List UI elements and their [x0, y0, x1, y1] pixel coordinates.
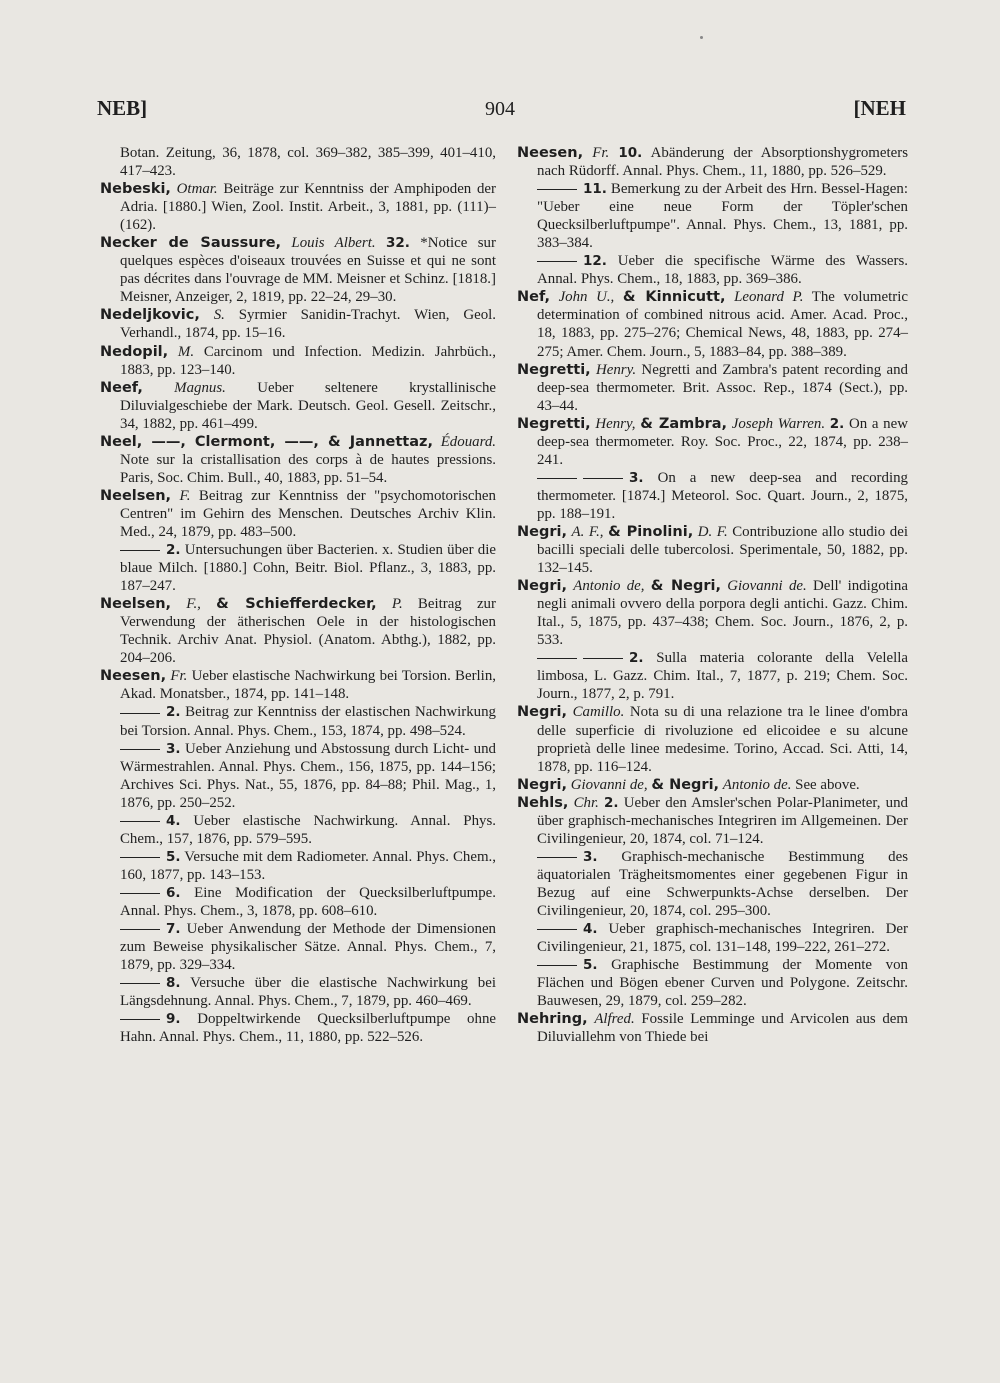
entry-text: Ueber seltenere krystallinische Diluvialgeschiebe der Mark. Deutsch. Geol. Gesell. Zeitschr., 34, 1882, pp. 461–499. — [120, 379, 496, 432]
bibliography-entry — [517, 523, 908, 577]
author-given-name: Chr. — [573, 794, 599, 811]
entry-text: Sulla materia colorante della Velella limbosa, L. Gazz. Chim. Ital., 7, 1877, p. 219; Chem. Soc. Journ., 1877, 2, p. 791. — [537, 650, 908, 703]
bibliography-entry — [517, 361, 908, 415]
entry-text: Untersuchungen über Bacterien. x. Studien über die blaue Milch. [1880.] Cohn, Beitr. Biol. Pflanz., 3, 1883, pp. 187–247. — [120, 542, 496, 595]
bibliography-entry — [517, 252, 908, 288]
author-name: Neelsen, — [100, 596, 172, 613]
coauthor-given-name: Giovanni de. — [727, 578, 807, 595]
ditto-dash — [537, 857, 577, 858]
entry-text: The volumetric determination of combined nitrous acid. Amer. Acad. Proc., 18, 1883, pp. 275–276; Chemical News, 48, 1883, pp. 274–275; Amer. Chem. Journ., 5, 1883–84, pp. 388–389. — [537, 289, 908, 360]
paper-speck — [700, 36, 703, 39]
right-column — [517, 144, 908, 1046]
entry-number: 5. — [166, 848, 181, 865]
author-given-name: F. — [179, 487, 191, 504]
ditto-dash — [537, 658, 577, 659]
bibliography-entry — [517, 144, 908, 180]
author-given-name: Alfred. — [594, 1011, 635, 1028]
ditto-dash — [537, 261, 577, 262]
author-name: Nehls, — [517, 794, 569, 811]
entry-number: 7. — [166, 921, 181, 938]
bibliography-entry — [100, 144, 496, 180]
author-name: Negretti, — [517, 415, 591, 432]
author-name: Nehring, — [517, 1011, 588, 1028]
entry-number: 12. — [583, 253, 607, 270]
bibliography-entry — [100, 974, 496, 1010]
coauthor-name: & Negri, — [651, 776, 720, 793]
author-name: Nef, — [517, 289, 550, 306]
entry-text: Botan. Zeitung, 36, 1878, col. 369–382, 385–399, 401–410, 417–423. — [120, 145, 496, 180]
entry-number: 11. — [583, 181, 607, 198]
bibliography-entry — [517, 1010, 908, 1046]
author-given-name: John U., — [558, 289, 615, 306]
bibliography-entry — [100, 703, 496, 739]
bibliography-entry — [100, 595, 496, 667]
author-given-name: M. — [177, 343, 195, 360]
entry-text: Beiträge zur Kenntniss der Amphipoden der Adria. [1880.] Wien, Zool. Instit. Arbeit., 3, 1881, pp. (111)–(162). — [120, 181, 496, 234]
author-given-name: Fr. — [592, 145, 610, 161]
ditto-dash — [120, 821, 160, 822]
bibliography-entry — [517, 848, 908, 920]
ditto-dash — [537, 929, 577, 930]
author-given-name: Magnus. — [174, 379, 226, 396]
bibliography-entry — [517, 956, 908, 1010]
entry-text: Nota su di una relazione tra le linee d'ombra delle superficie di rivoluzione ed elicoidee e su alcune proprietà delle linee medesime. Torino, Accad. Sci. Atti, 14, 1878, pp. 116–124. — [537, 704, 908, 775]
entry-text: *Notice sur quelques espèces d'oiseaux trouvées en Suisse et qui ne sont pas décrites dans l'ouvrage de MM. Meisner et Schinz. [1818.] Meisner, Anzeiger, 2, 1819, pp. 22–24, 29–30. — [120, 235, 496, 306]
author-name: Neel, ——, Clermont, ——, & Jannettaz, — [100, 433, 433, 450]
entry-text: Bemerkung zu der Arbeit des Hrn. Bessel-Hagen: "Ueber eine neue Form der Töpler'schen Quecksilberluftpumpe". Annal. Phys. Chem., 13, 1881, pp. 383–384. — [537, 181, 908, 252]
entry-number: 5. — [583, 957, 598, 974]
entry-text: See above. — [791, 776, 860, 793]
author-name: Neelsen, — [100, 487, 172, 504]
ditto-dash — [120, 893, 160, 894]
coauthor-given-name: D. F. — [697, 523, 728, 540]
author-given-name: Henry, — [595, 415, 636, 432]
ditto-dash — [583, 658, 623, 659]
bibliography-entry — [100, 433, 496, 487]
entry-text: Ueber die specifische Wärme des Wassers. Annal. Phys. Chem., 18, 1883, pp. 369–386. — [537, 253, 908, 288]
bibliography-entry — [517, 577, 908, 649]
coauthor-given-name: Joseph Warren. — [731, 415, 826, 432]
coauthor-name: & Zambra, — [640, 415, 728, 432]
ditto-dash — [537, 478, 577, 479]
bibliography-entry — [100, 541, 496, 595]
entry-text: Versuche mit dem Radiometer. Annal. Phys. Chem., 160, 1877, pp. 143–153. — [120, 848, 496, 883]
ditto-dash — [583, 478, 623, 479]
entry-number: 3. — [583, 848, 598, 865]
entry-number: 3. — [629, 469, 644, 486]
bibliography-entry — [517, 649, 908, 703]
author-name: Neesen, — [100, 668, 167, 685]
author-given-name: Édouard. — [440, 433, 496, 450]
entry-number: 4. — [166, 812, 181, 829]
entry-text: Contribuzione allo studio dei bacilli speciali delle tubercolosi. Sperimentale, 50, 1882, pp. 132–145. — [537, 523, 908, 577]
entry-text: Ueber elastische Nachwirkung bei Torsion. Berlin, Akad. Monatsber., 1874, pp. 141–148. — [120, 668, 496, 703]
page-number: 904 — [485, 98, 515, 120]
author-name: Nedopil, — [100, 343, 169, 360]
ditto-dash — [120, 713, 160, 714]
entry-text: Ueber elastische Nachwirkung. Annal. Phys. Chem., 157, 1876, pp. 579–595. — [120, 812, 496, 847]
entry-text: Syrmier Sanidin-Trachyt. Wien, Geol. Verhandl., 1874, pp. 15–16. — [120, 307, 496, 342]
author-given-name: Otmar. — [176, 181, 218, 198]
author-given-name: S. — [213, 307, 225, 324]
bibliography-entry — [517, 920, 908, 956]
bibliography-entry — [100, 306, 496, 342]
author-name: Nedeljkovic, — [100, 307, 200, 324]
bibliography-entry — [517, 180, 908, 252]
bibliography-entry — [517, 415, 908, 469]
bibliography-entry — [100, 884, 496, 920]
entry-number: 3. — [166, 740, 181, 757]
coauthor-given-name: P. — [391, 596, 403, 613]
bibliography-entry — [517, 703, 908, 775]
bibliography-entry — [100, 740, 496, 812]
bibliography-entry — [517, 469, 908, 523]
coauthor-name: & Kinnicutt, — [622, 289, 726, 306]
author-name: Neef, — [100, 379, 143, 396]
ditto-dash — [537, 189, 577, 190]
coauthor-name: & Schiefferdecker, — [216, 596, 377, 613]
ditto-dash — [120, 1019, 160, 1020]
author-given-name: Henry. — [596, 361, 637, 378]
coauthor-name: & Negri, — [650, 578, 721, 595]
bibliography-entry — [100, 920, 496, 974]
author-name: Negretti, — [517, 361, 591, 378]
ditto-dash — [120, 983, 160, 984]
ditto-dash — [120, 929, 160, 930]
running-head-right: [NEH — [853, 96, 906, 120]
entry-text: Note sur la cristallisation des corps à de hautes pressions. Paris, Soc. Chim. Bull., 40, 1883, pp. 51–54. — [120, 451, 496, 486]
entry-text: Beitrag zur Verwendung der ätherischen Oele in der histologischen Technik. Archiv Anat. Physiol. (Anatom. Abthg.), 1882, pp. 204–206. — [120, 596, 496, 667]
coauthor-given-name: Leonard P. — [734, 289, 804, 306]
author-given-name: A. F., — [571, 523, 604, 540]
author-name: Neesen, — [517, 145, 584, 161]
author-name: Nebeski, — [100, 181, 171, 198]
coauthor-name: & Pinolini, — [608, 523, 694, 540]
author-given-name: Antonio de, — [573, 578, 645, 595]
entry-text: Ueber Anziehung und Abstossung durch Licht- und Wärmestrahlen. Annal. Phys. Chem., 156, 1875, pp. 144–156; Archives Sci. Phys. Nat., 55, 1876, pp. 84–88; Phil. Mag., 1, 1876, pp. 250–252. — [120, 740, 496, 811]
entry-number: 10. — [618, 145, 643, 161]
entry-text: Doppeltwirkende Quecksilberluftpumpe ohne Hahn. Annal. Phys. Chem., 11, 1880, pp. 522–526. — [120, 1011, 496, 1046]
author-name: Negri, — [517, 523, 567, 540]
entry-number: 6. — [166, 884, 181, 901]
entry-text: Beitrag zur Kenntniss der "psychomotorischen Centren" im Gehirn des Menschen. Deutsches Archiv Klin. Med., 24, 1879, pp. 483–500. — [120, 487, 496, 540]
entry-number: 2. — [629, 650, 644, 667]
bibliography-entry — [100, 487, 496, 541]
author-given-name: Louis Albert. — [291, 235, 376, 252]
ditto-dash — [120, 857, 160, 858]
entry-number: 4. — [583, 921, 598, 938]
entry-number: 2. — [166, 704, 181, 721]
ditto-dash — [120, 749, 160, 750]
running-head-left: NEB] — [97, 96, 148, 120]
bibliography-entry — [517, 776, 908, 794]
entry-text: Abänderung der Absorptionshygrometers nach Rüdorff. Annal. Phys. Chem., 11, 1880, pp. 526–529. — [537, 145, 908, 180]
bibliography-entry — [100, 667, 496, 703]
ditto-dash — [537, 965, 577, 966]
author-name: Necker de Saussure, — [100, 235, 282, 252]
author-name: Negri, — [517, 704, 567, 721]
entry-text: Graphisch-mechanische Bestimmung des äquatorialen Trägheitsmomentes einer gegebenen Figur in Bezug auf eine Schwerpunkts-Achse derselben. Der Civilingenieur, 20, 1874, col. 295–300. — [537, 848, 908, 919]
bibliography-entry — [517, 794, 908, 848]
coauthor-given-name: Antonio de. — [722, 776, 792, 793]
entry-number: 32. — [385, 235, 410, 252]
entry-number: 2. — [829, 415, 845, 432]
entry-text: Versuche über die elastische Nachwirkung bei Längsdehnung. Annal. Phys. Chem., 7, 1879, pp. 460–469. — [120, 975, 496, 1010]
entry-number: 2. — [604, 794, 619, 811]
bibliography-entry — [100, 848, 496, 884]
entry-text: On a new deep-sea and recording thermometer. [1874.] Meteorol. Soc. Quart. Journ., 2, 1875, pp. 188–191. — [537, 469, 908, 522]
entry-text: Ueber graphisch-mechanisches Integriren. Der Civilingenieur, 21, 1875, col. 131–148, 199–222, 261–272. — [537, 921, 908, 956]
entry-text: Carcinom und Infection. Medizin. Jahrbüch., 1883, pp. 123–140. — [120, 343, 496, 378]
author-given-name: Fr. — [170, 668, 188, 685]
entry-number: 8. — [166, 975, 181, 992]
entry-number: 2. — [166, 542, 181, 559]
bibliography-entry — [100, 812, 496, 848]
bibliography-entry — [100, 180, 496, 234]
bibliography-entry — [100, 379, 496, 433]
author-name: Negri, — [517, 578, 567, 595]
entry-text: Graphische Bestimmung der Momente von Flächen und Bögen ebener Curven und Polygone. Zeitschr. Bauwesen, 29, 1879, col. 259–282. — [537, 957, 908, 1010]
author-given-name: F., — [186, 596, 201, 613]
entry-text: Ueber den Amsler'schen Polar-Planimeter, und über graphisch-mechanisches Integriren im Allgemeinen. Der Civilingenieur, 20, 1874, col. 71–124. — [537, 794, 908, 847]
author-given-name: Giovanni de, — [570, 776, 648, 793]
entry-text: Eine Modification der Quecksilberluftpumpe. Annal. Phys. Chem., 3, 1878, pp. 608–610. — [120, 884, 496, 919]
left-column — [100, 144, 496, 1046]
ditto-dash — [120, 550, 160, 551]
bibliography-entry — [517, 288, 908, 360]
entry-text: Fossile Lemminge und Arvicolen aus dem Diluviallehm von Thiede bei — [537, 1011, 908, 1046]
entry-text: Ueber Anwendung der Methode der Dimensionen zum Beweise physikalischer Sätze. Annal. Phys. Chem., 7, 1879, pp. 329–334. — [120, 921, 496, 974]
bibliography-entry — [100, 343, 496, 379]
bibliography-entry — [100, 234, 496, 306]
author-given-name: Camillo. — [572, 704, 625, 721]
author-name: Negri, — [517, 776, 567, 793]
entry-number: 9. — [166, 1011, 181, 1028]
entry-text: Beitrag zur Kenntniss der elastischen Nachwirkung bei Torsion. Annal. Phys. Chem., 153, 1874, pp. 498–524. — [120, 704, 496, 739]
entry-text: Negretti and Zambra's patent recording and deep-sea thermometer. Brit. Assoc. Rep., 1874 (Sect.), pp. 43–44. — [537, 361, 908, 414]
entry-text: Dell' indigotina negli animali ovvero della porpora degli antichi. Gazz. Chim. Ital., 5, 1875, pp. 437–438; Chem. Soc. Journ., 1876, 2, p. 533. — [537, 578, 908, 649]
entry-text: On a new deep-sea thermometer. Roy. Soc. Proc., 22, 1874, pp. 238–241. — [537, 415, 908, 468]
bibliography-entry — [100, 1010, 496, 1046]
